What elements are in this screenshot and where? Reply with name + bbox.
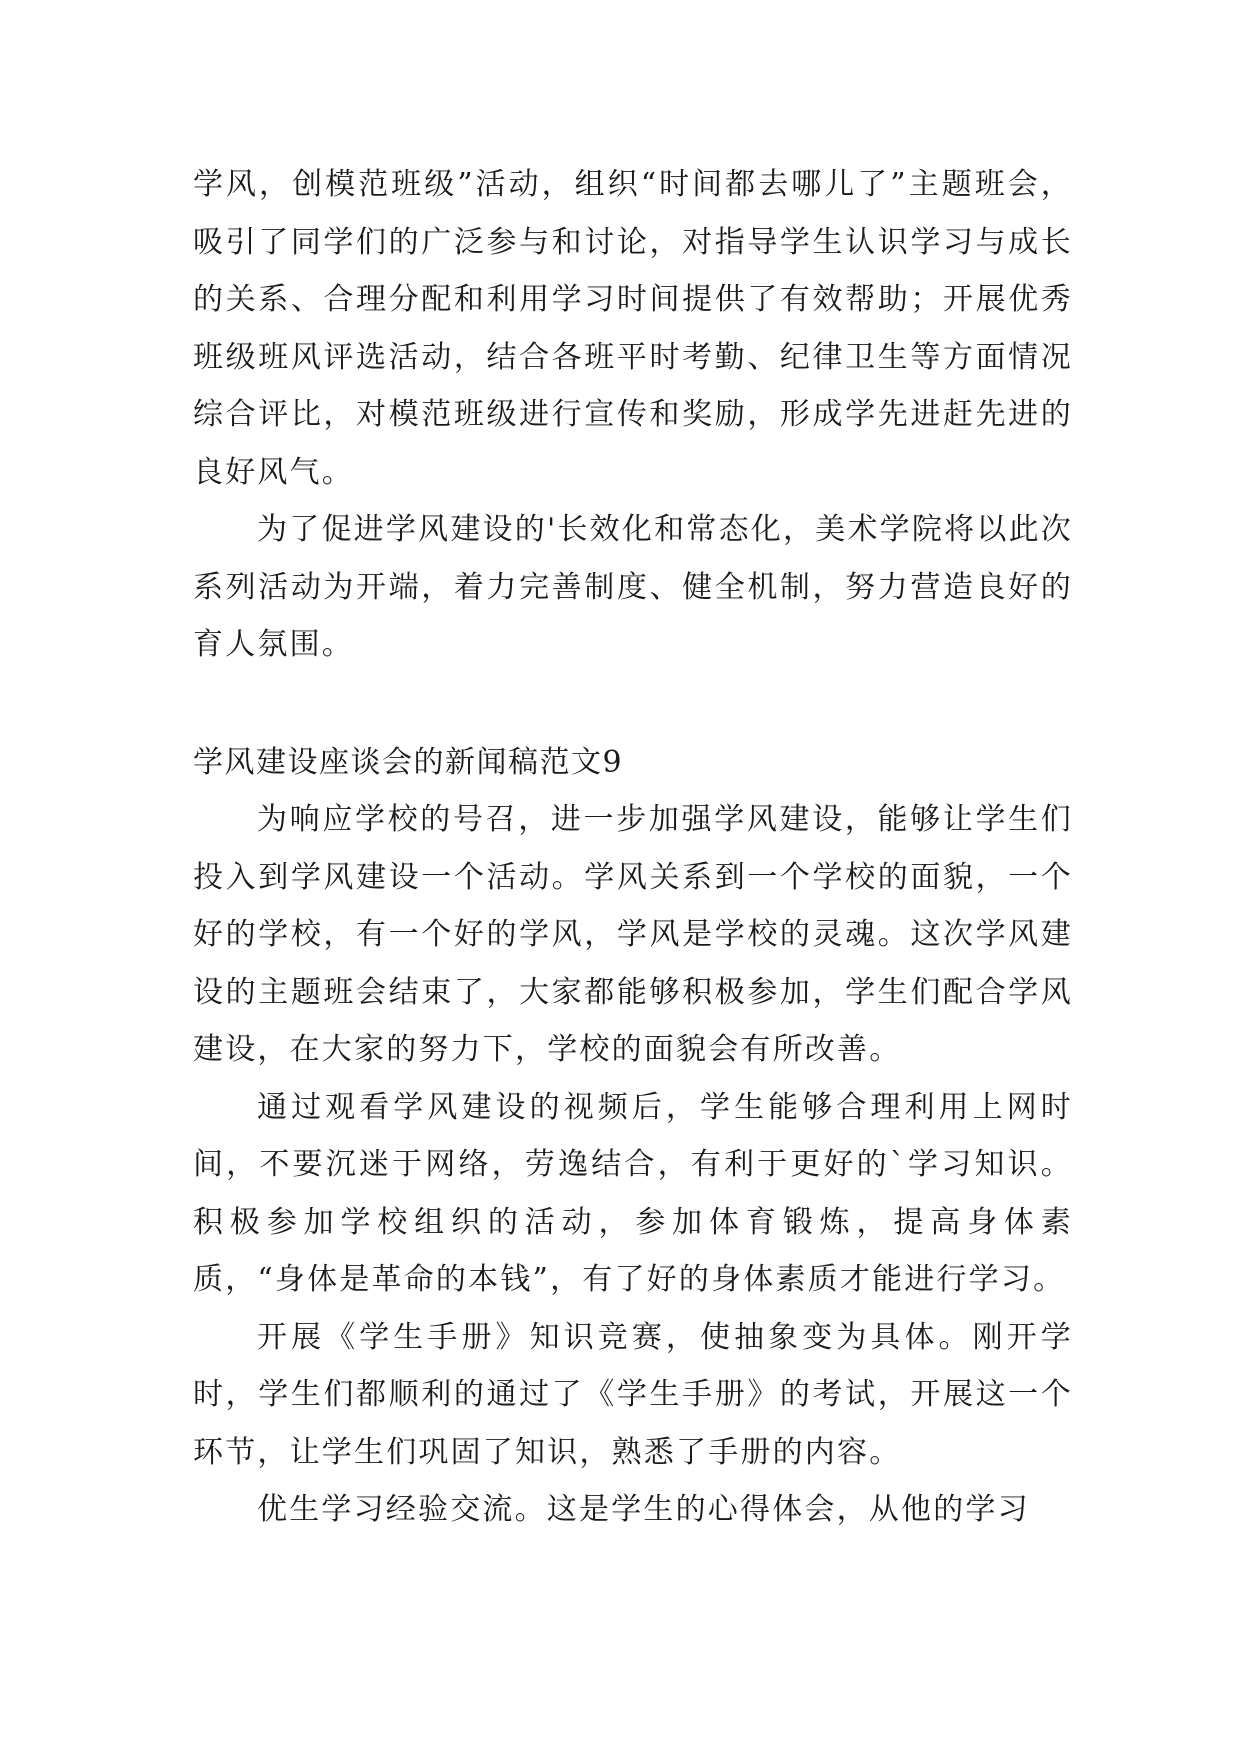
paragraph: 学风，创模范班级”活动，组织“时间都去哪儿了”主题班会，吸引了同学们的广泛参与和讨论，对指导学生认识学习与成长的关系、合理分配和利用学习时间提供了有效帮助；开展优秀班级班风评选活动，结合各班平时考勤、纪律卫生等方面情况综合评比，对模范班级进行宣传和奖励，形成学先进赶先进的良好风气。 [193,167,1073,490]
paragraph: 为响应学校的号召，进一步加强学风建设，能够让学生们投入到学风建设一个活动。学风关系到一个学校的面貌，一个好的学校，有一个好的学风，学风是学校的灵魂。这次学风建设的主题班会结束了，大家都能够积极参加，学生们配合学风建设，在大家的努力下，学校的面貌会有所改善。 [193,802,1073,1067]
document-body [193,156,1073,1539]
paragraph: 通过观看学风建设的视频后，学生能够合理利用上网时间，不要沉迷于网络，劳逸结合，有利于更好的`学习知识。积极参加学校组织的活动，参加体育锻炼，提高身体素质，“身体是革命的本钱”，有了好的身体素质才能进行学习。 [193,1089,1073,1297]
paragraph: 为了促进学风建设的'长效化和常态化，美术学院将以此次系列活动为开端，着力完善制度、健全机制，努力营造良好的育人氛围。 [193,512,1073,662]
paragraph: 开展《学生手册》知识竞赛，使抽象变为具体。刚开学时，学生们都顺利的通过了《学生手册》的考试，开展这一个环节，让学生们巩固了知识，熟悉了手册的内容。 [193,1319,1073,1470]
section-heading: 学风建设座谈会的新闻稿范文9 [193,744,624,780]
paragraph: 优生学习经验交流。这是学生的心得体会，从他的学习 [257,1492,1030,1527]
